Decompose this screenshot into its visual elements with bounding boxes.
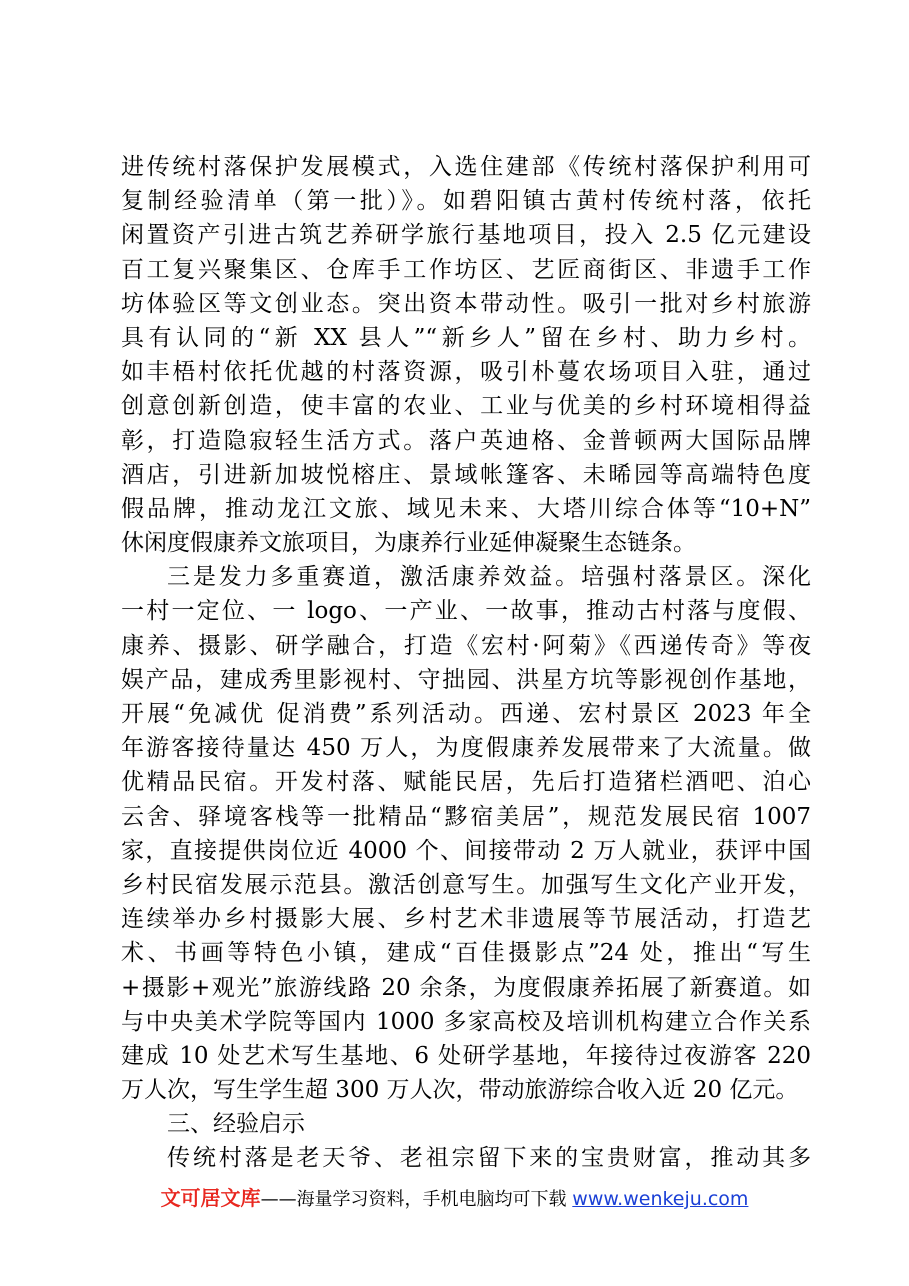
paragraph-line: 如丰梧村依托优越的村落资源，吸引朴蔓农场项目入驻，通过 — [121, 359, 811, 386]
paragraph-line: 创意创新创造，使丰富的农业、工业与优美的乡村环境相得益 — [121, 393, 811, 420]
paragraph-line: 一村一定位、一 logo、一产业、一故事，推动古村落与度假、 — [121, 598, 811, 625]
paragraph-line: 优精品民宿。开发村落、赋能民居，先后打造猪栏酒吧、泊心 — [121, 769, 811, 796]
paragraph-line: 进传统村落保护发展模式，入选住建部《传统村落保护利用可 — [121, 154, 811, 180]
paragraph-line: 家，直接提供岗位近 4000 个、间接带动 2 万人就业，获评中国 — [121, 837, 811, 864]
paragraph-line: 连续举办乡村摄影大展、乡村艺术非遗展等节展活动，打造艺 — [121, 906, 811, 933]
paragraph-line: 酒店，引进新加坡悦榕庄、景域帐篷客、未晞园等高端特色度 — [121, 461, 811, 488]
paragraph-line: 坊体验区等文创业态。突出资本带动性。吸引一批对乡村旅游 — [121, 290, 811, 317]
paragraph-line: 万人次，写生学生超 300 万人次，带动旅游综合收入近 20 亿元。 — [121, 1077, 799, 1104]
footer-brand: 文可居文库 — [160, 1186, 261, 1210]
paragraph-line: 康养、摄影、研学融合，打造《宏村·阿菊》《西递传奇》等夜 — [121, 632, 811, 659]
paragraph-line: 年游客接待量达 450 万人，为度假康养发展带来了大流量。做 — [121, 735, 811, 762]
paragraph-line: 娱产品，建成秀里影视村、守拙园、洪星方坑等影视创作基地， — [121, 666, 811, 693]
paragraph-line: 传统村落是老天爷、老祖宗留下来的宝贵财富，推动其多 — [167, 1145, 811, 1172]
footer-link[interactable]: www.wenkeju.com — [572, 1188, 749, 1210]
footer-banner — [0, 1182, 909, 1211]
paragraph-line: 具有认同的“新 XX 县人”“新乡人”留在乡村、助力乡村。 — [121, 324, 811, 351]
paragraph-line: +摄影+观光”旅游线路 20 余条，为度假康养拓展了新赛道。如 — [121, 974, 811, 1001]
footer-slogan: ——海量学习资料，手机电脑均可下载 — [260, 1189, 567, 1210]
paragraph-line: 复制经验清单（第一批）》。如碧阳镇古黄村传统村落，依托 — [121, 188, 811, 215]
paragraph-line: 休闲度假康养文旅项目，为康养行业延伸凝聚生态链条。 — [121, 530, 696, 557]
paragraph-line: 三是发力多重赛道，激活康养效益。培强村落景区。深化 — [167, 564, 811, 591]
paragraph-line: 开展“免减优 促消费”系列活动。西递、宏村景区 2023 年全 — [121, 701, 811, 727]
paragraph-line: 建成 10 处艺术写生基地、6 处研学基地，年接待过夜游客 220 — [121, 1042, 811, 1069]
section-heading: 三、经验启示 — [167, 1111, 305, 1138]
paragraph-line: 云舍、驿境客栈等一批精品“黟宿美居”，规范发展民宿 1007 — [121, 803, 811, 830]
paragraph-line: 乡村民宿发展示范县。激活创意写生。加强写生文化产业开发， — [121, 871, 811, 898]
paragraph-line: 百工复兴聚集区、仓库手工作坊区、艺匠商街区、非遗手工作 — [121, 256, 811, 283]
paragraph-line: 闲置资产引进古筑艺养研学旅行基地项目，投入 2.5 亿元建设 — [121, 222, 811, 249]
paragraph-line: 与中央美术学院等国内 1000 多家高校及培训机构建立合作关系 — [121, 1008, 811, 1035]
body-text — [121, 150, 811, 1176]
paragraph-line: 假品牌，推动龙江文旅、域见未来、大塔川综合体等“10+N” — [121, 495, 811, 522]
paragraph-line: 彰，打造隐寂轻生活方式。落户英迪格、金普顿两大国际品牌 — [121, 427, 811, 454]
paragraph-line: 术、书画等特色小镇，建成“百佳摄影点”24 处，推出“写生 — [121, 940, 811, 967]
